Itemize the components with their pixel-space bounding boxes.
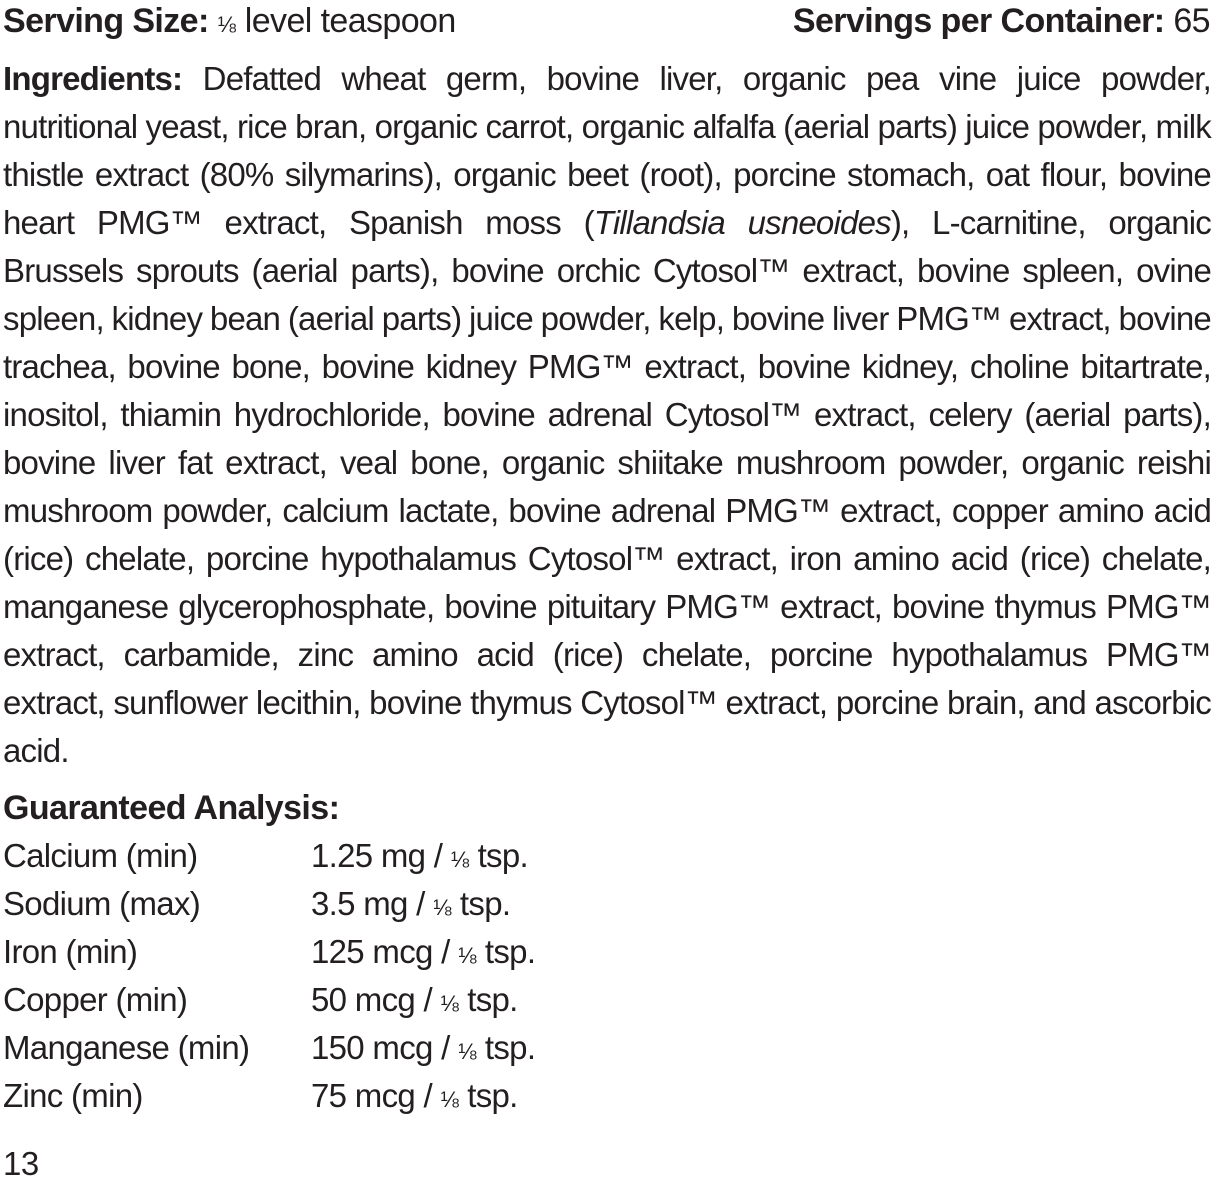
analysis-nutrient-name: Zinc (min) xyxy=(3,1077,143,1114)
serving-size xyxy=(3,0,456,46)
ingredients-label: Ingredients: xyxy=(3,60,183,97)
ingredients-text-part-2: ), L-carnitine, organic Brussels sprouts (aerial parts), bovine orchic Cytosol™ extract, bovine spleen, ovine spleen, kidney bean (aerial parts) juice powder, kelp, bovine liver PMG™ extract, bovine trachea, bovine bone, bovine kidney PMG™ extract, bovine kidney, choline bitartrate, inositol, thiamin hydrochloride, bovine adrenal Cytosol™ extract, celery (aerial parts), bovine liver fat extract, veal bone, organic shiitake mushroom powder, organic reishi mushroom powder, calcium lactate, bovine adrenal PMG™ extract, copper amino acid (rice) chelate, porcine hypothalamus Cytosol™ extract, iron amino acid (rice) chelate, manganese glycerophosphate, bovine pituitary PMG™ extract, bovine thymus PMG™ extract, carbamide, zinc amino acid (rice) chelate, porcine hypothalamus PMG™ extract, sunflower lecithin, bovine thymus Cytosol™ extract, porcine brain, and ascorbic acid. xyxy=(3,204,1211,769)
analysis-amount-value: 50 mcg / xyxy=(311,981,432,1018)
servings-per-container-label: Servings per Container: xyxy=(792,2,1165,40)
analysis-row xyxy=(3,928,535,976)
analysis-amount-value: 1.25 mg / xyxy=(311,837,443,874)
analysis-unit: tsp. xyxy=(467,1077,518,1114)
analysis-unit: tsp. xyxy=(459,885,511,922)
analysis-row xyxy=(3,832,535,880)
analysis-nutrient-name: Manganese (min) xyxy=(3,1029,250,1066)
analysis-amount xyxy=(311,832,528,884)
serving-info-row xyxy=(3,0,1210,42)
analysis-nutrient-name: Iron (min) xyxy=(3,933,138,970)
analysis-nutrient-name: Calcium (min) xyxy=(3,837,198,874)
servings-per-container-value: 65 xyxy=(1173,2,1210,40)
analysis-amount-value: 3.5 mg / xyxy=(311,885,425,922)
analysis-fraction: ⅛ xyxy=(433,895,452,920)
analysis-unit: tsp. xyxy=(477,837,528,874)
analysis-amount xyxy=(311,976,518,1028)
guaranteed-analysis-heading: Guaranteed Analysis: xyxy=(3,789,340,827)
analysis-amount xyxy=(311,1072,518,1124)
ingredients-italic-species: Tillandsia usneoides xyxy=(593,204,891,241)
analysis-nutrient-name: Sodium (max) xyxy=(3,885,200,922)
page-number: 13 xyxy=(3,1145,39,1182)
analysis-unit: tsp. xyxy=(467,981,518,1018)
analysis-fraction: ⅛ xyxy=(458,943,477,968)
analysis-nutrient-name: Copper (min) xyxy=(3,981,188,1018)
analysis-amount-value: 75 mcg / xyxy=(311,1077,432,1114)
analysis-amount-value: 150 mcg / xyxy=(311,1029,450,1066)
analysis-fraction: ⅛ xyxy=(440,1087,459,1112)
analysis-fraction: ⅛ xyxy=(440,991,459,1016)
serving-size-unit: level teaspoon xyxy=(244,2,456,40)
analysis-amount xyxy=(311,1024,535,1076)
analysis-row xyxy=(3,1072,535,1120)
analysis-row xyxy=(3,880,535,928)
analysis-amount xyxy=(311,928,535,980)
servings-per-container xyxy=(793,0,1210,42)
analysis-amount-value: 125 mcg / xyxy=(311,933,450,970)
analysis-row xyxy=(3,976,535,1024)
analysis-fraction: ⅛ xyxy=(450,847,470,872)
analysis-unit: tsp. xyxy=(484,933,536,970)
analysis-unit: tsp. xyxy=(484,1029,536,1066)
ingredients-paragraph xyxy=(3,55,1211,775)
analysis-fraction: ⅛ xyxy=(458,1039,477,1064)
analysis-row xyxy=(3,1024,535,1072)
analysis-amount xyxy=(311,880,510,932)
serving-size-label: Serving Size: xyxy=(3,2,209,40)
ingredients-text-part-1: Defatted wheat germ, bovine liver, organic pea vine juice powder, nutritional yeast, rice bran, organic carrot, organic alfalfa (aerial parts) juice powder, milk thistle extract (80% silymarins), organic beet (root), porcine stomach, oat flour, bovine heart PMG™ extract, Spanish moss ( xyxy=(3,60,1211,241)
serving-size-fraction: ⅛ xyxy=(217,12,236,37)
guaranteed-analysis-table xyxy=(3,832,535,1120)
